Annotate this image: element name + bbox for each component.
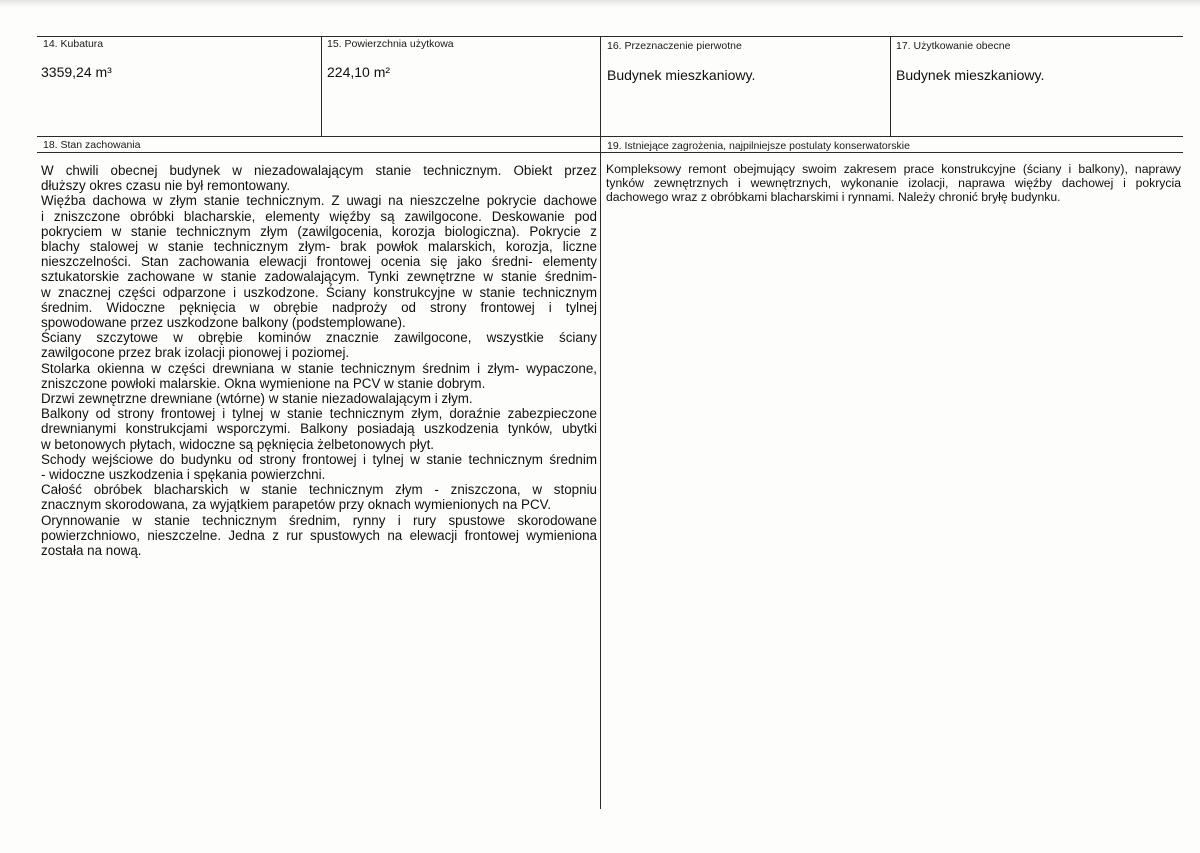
form-table [37, 36, 1183, 809]
postulate-line: dachowego wraz z obróbkami blacharskimi i rynnami. Należy chronić bryłę budynku. [606, 189, 1061, 204]
condition-line: Więźba dachowa w złym stanie technicznym. Z uwagi na nieszczelne pokrycie dachowe [41, 193, 597, 209]
condition-line: w betonowych płytach, widoczne są pęknięcia żelbetonowych płyt. [41, 436, 435, 452]
condition-line: Ściany szczytowe w obrębie kominów znacznie zawilgocone, wszystkie ściany [41, 330, 597, 346]
condition-line: Drzwi zewnętrzne drewniane (wtórne) w stanie niezadowalającym i złym. [41, 391, 473, 407]
condition-line: pokryciem w stanie technicznym złym (zawilgocenia, korozja biologiczna). Pokrycie z [41, 223, 597, 239]
condition-line: w znacznej części odparzone i uszkodzone. Ściany konstrukcyjne w stanie technicznym [41, 284, 597, 300]
scan-edge-shadow [0, 0, 1200, 8]
field-19-label: 19. Istniejące zagrożenia, najpilniejsze postulaty konserwatorskie [607, 140, 910, 152]
col-divider-3 [890, 36, 891, 137]
postulate-line: Kompleksowy remont obejmujący swoim zakresem prace konstrukcyjne (ściany i balkony), naprawy [606, 162, 1181, 176]
condition-line: Orynnowanie w stanie technicznym średnim, rynny i rury spustowe skorodowane [41, 512, 597, 528]
condition-line: sztukatorskie zachowane w stanie zadowalającym. Tynki zewnętrzne w stanie średnim- [41, 269, 597, 285]
field-14-label: 14. Kubatura [43, 38, 104, 50]
postulate-line: tynków zewnętrznych i wewnętrznych, wykonanie izolacji, naprawa więźby dachowej i pokrycia [606, 175, 1181, 190]
field-19-text [606, 163, 1181, 204]
col-divider-2 [600, 36, 601, 809]
condition-line: została na nową. [41, 543, 142, 559]
field-16-value: Budynek mieszkaniowy. [607, 67, 756, 83]
condition-line: blachy stalowej w stanie technicznym złym- brak powłok malarskich, korozja, liczne [41, 239, 597, 255]
table-row2-divider [37, 152, 1183, 153]
condition-line: średnim. Widoczne pęknięcia w obrębie nadproży od strony frontowej i tylnej [41, 299, 597, 315]
condition-line: zniszczone powłoki malarskie. Okna wymienione na PCV w stanie dobrym. [41, 375, 486, 391]
condition-line: spowodowane przez uszkodzone balkony (podstemplowane). [41, 315, 406, 331]
condition-line: Stolarka okienna w części drewniana w stanie technicznym średnim i złym- wypaczone, [41, 360, 597, 376]
field-14-value: 3359,24 m³ [41, 64, 112, 80]
condition-line: dłuższy okres czasu nie był remontowany. [41, 178, 291, 194]
condition-line: znacznym skorodowana, za wyjątkiem parapetów przy oknach wymienionych na PCV. [41, 497, 552, 513]
condition-line: Schody wejściowe do budynku od strony frontowej i tylnej w stanie technicznym średnim [41, 451, 597, 467]
condition-line: i zniszczone obróbki blacharskie, elementy więźby są zawilgocone. Deskowanie pod [41, 208, 597, 224]
condition-line: zawilgocone przez brak izolacji pionowej i poziomej. [41, 345, 350, 361]
condition-line: nieszczelności. Stan zachowania elewacji frontowej ocenia się jako średni- elementy [41, 254, 597, 270]
condition-line: drewnianymi konstrukcjami wsporczymi. Balkony posiadają uszkodzenia tynków, ubytki [41, 421, 597, 437]
table-top-border [37, 36, 1183, 37]
field-15-label: 15. Powierzchnia użytkowa [327, 38, 454, 50]
table-mid-border [37, 136, 1183, 137]
condition-line: Balkony od strony frontowej i tylnej w stanie technicznym złym, doraźnie zabezpieczone [41, 406, 597, 422]
field-18-text [41, 163, 597, 558]
condition-line: Całość obróbek blacharskich w stanie technicznym złym - zniszczona, w stopniu [41, 482, 597, 498]
col-divider-1 [321, 36, 322, 137]
condition-line: - widoczne uszkodzenia i spękania powierzchni. [41, 467, 326, 483]
field-18-label: 18. Stan zachowania [43, 139, 141, 151]
field-17-label: 17. Użytkowanie obecne [896, 40, 1011, 52]
field-15-value: 224,10 m² [327, 64, 391, 80]
field-16-label: 16. Przeznaczenie pierwotne [607, 40, 742, 52]
field-17-value: Budynek mieszkaniowy. [896, 67, 1045, 83]
condition-line: powierzchniowo, nieszczelne. Jedna z rur spustowych na elewacji frontowej wymieniona [41, 527, 597, 543]
condition-line: W chwili obecnej budynek w niezadowalającym stanie technicznym. Obiekt przez [41, 163, 597, 178]
